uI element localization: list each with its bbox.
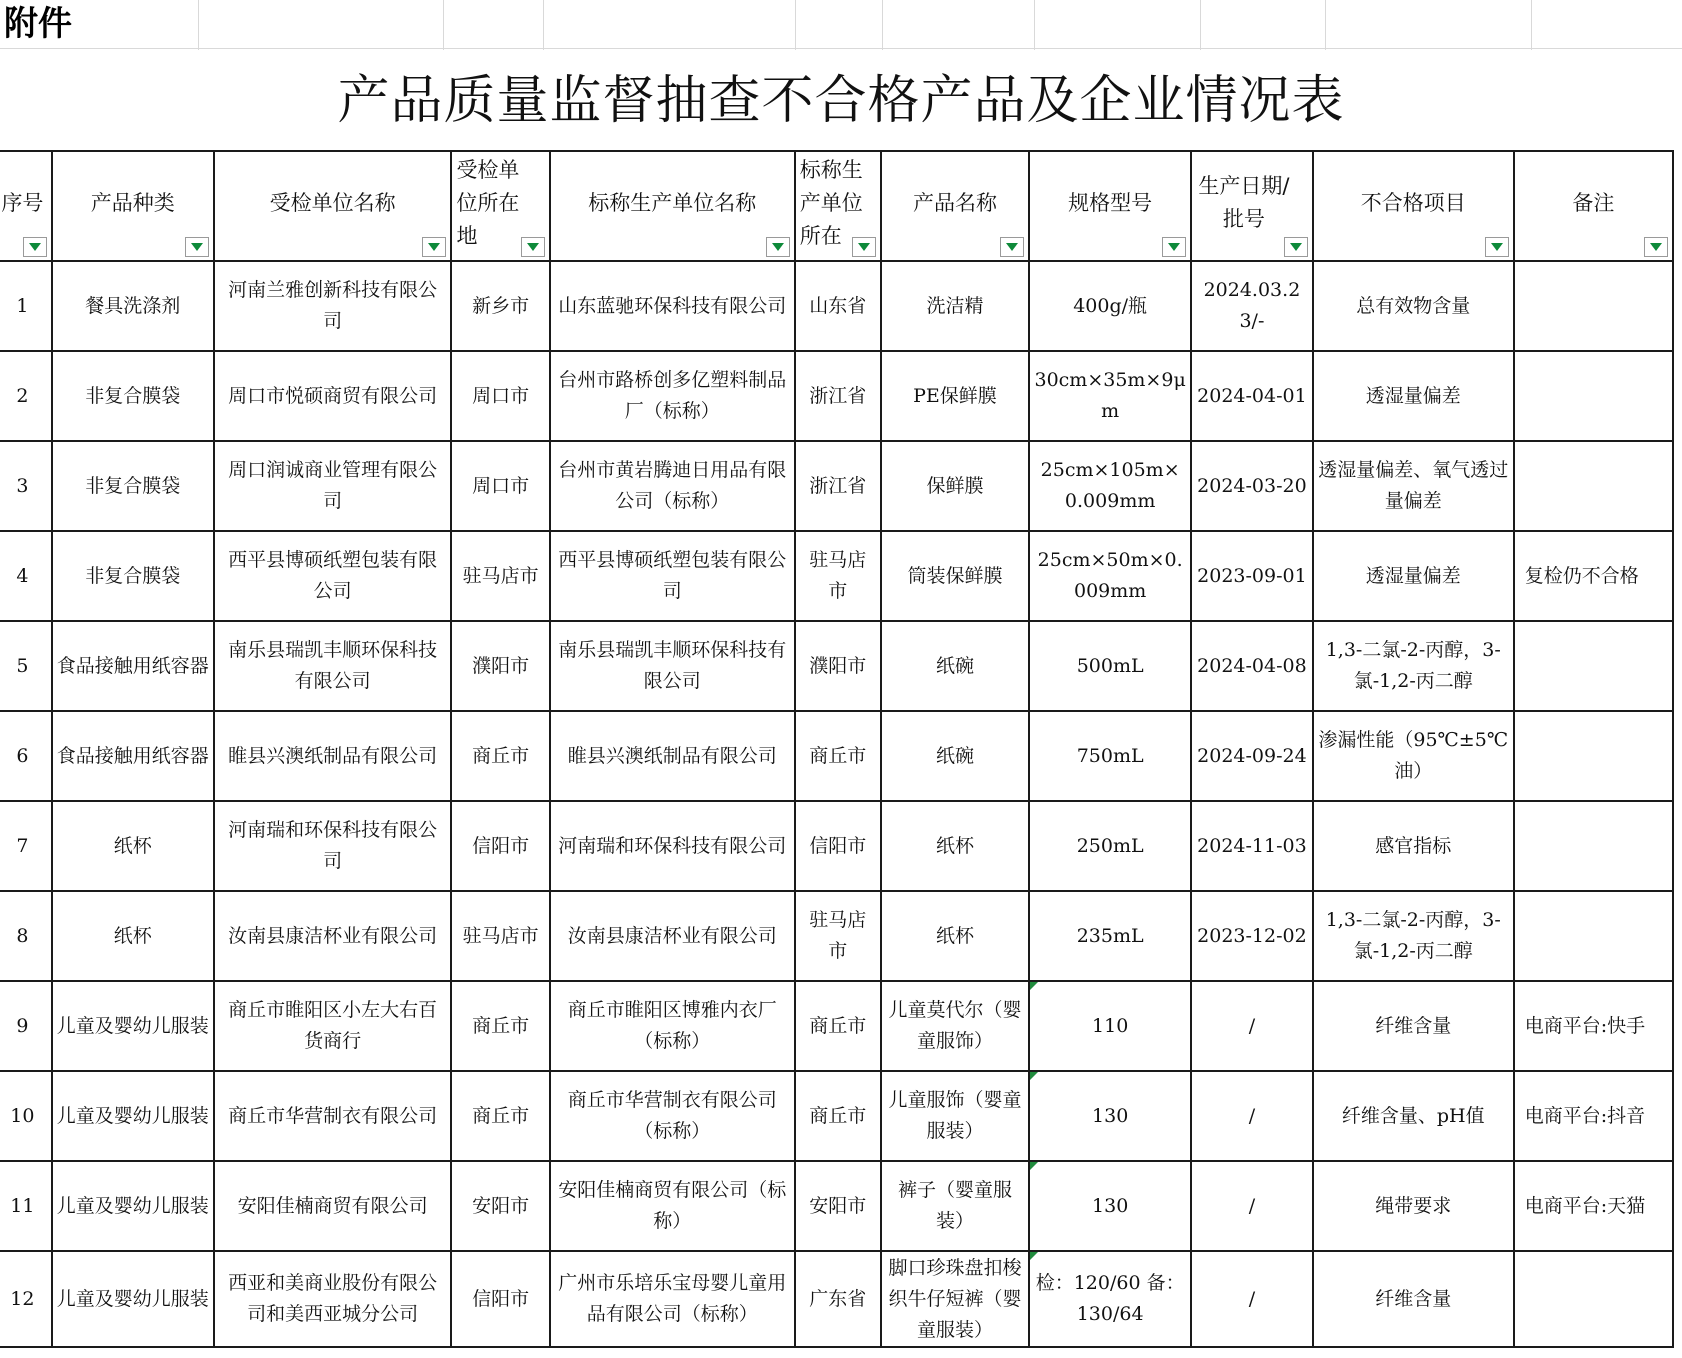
spec-model[interactable]: 30cm×35m×9μm xyxy=(1029,351,1191,441)
table-row[interactable] xyxy=(0,351,1673,441)
filter-dropdown-icon[interactable] xyxy=(422,237,446,257)
inspected-location[interactable]: 濮阳市 xyxy=(451,621,549,711)
product-category[interactable]: 儿童及婴幼儿服装 xyxy=(52,1071,214,1161)
column-header[interactable]: 产品种类 xyxy=(52,151,214,261)
row-number[interactable]: 1 xyxy=(0,261,52,351)
remark[interactable] xyxy=(1514,441,1673,531)
remark[interactable]: 电商平台:快手 xyxy=(1514,981,1673,1071)
inspected-location[interactable]: 信阳市 xyxy=(451,1251,549,1347)
row-number[interactable]: 3 xyxy=(0,441,52,531)
product-category[interactable]: 儿童及婴幼儿服装 xyxy=(52,981,214,1071)
table-row[interactable] xyxy=(0,441,1673,531)
inspected-location[interactable]: 商丘市 xyxy=(451,981,549,1071)
remark[interactable] xyxy=(1514,621,1673,711)
inspected-unit[interactable]: 河南兰雅创新科技有限公司 xyxy=(214,261,452,351)
filter-dropdown-icon[interactable] xyxy=(766,237,790,257)
remark[interactable] xyxy=(1514,351,1673,441)
table-row[interactable] xyxy=(0,261,1673,351)
spec-model[interactable] xyxy=(1029,1251,1191,1347)
filter-dropdown-icon[interactable] xyxy=(23,237,47,257)
producer-name[interactable]: 山东蓝驰环保科技有限公司 xyxy=(550,261,795,351)
production-date[interactable]: 2024-04-08 xyxy=(1191,621,1313,711)
filter-dropdown-icon[interactable] xyxy=(1284,237,1308,257)
remark[interactable] xyxy=(1514,1251,1673,1347)
row-number[interactable]: 12 xyxy=(0,1251,52,1347)
product-name[interactable]: 洗洁精 xyxy=(881,261,1029,351)
spec-value: 130 xyxy=(1092,1194,1129,1217)
producer-name[interactable]: 南乐县瑞凯丰顺环保科技有限公司 xyxy=(550,621,795,711)
attachment-label: 附件 xyxy=(4,4,72,44)
production-date[interactable]: / xyxy=(1191,1251,1313,1347)
producer-location[interactable]: 驻马店市 xyxy=(795,531,881,621)
product-name[interactable]: 纸碗 xyxy=(881,711,1029,801)
row-number[interactable]: 7 xyxy=(0,801,52,891)
filter-dropdown-icon[interactable] xyxy=(1644,237,1668,257)
failed-item[interactable]: 总有效物含量 xyxy=(1313,261,1514,351)
filter-dropdown-icon[interactable] xyxy=(1000,237,1024,257)
inspected-location[interactable]: 新乡市 xyxy=(451,261,549,351)
product-category[interactable]: 食品接触用纸容器 xyxy=(52,711,214,801)
column-header[interactable]: 备注 xyxy=(1514,151,1673,261)
product-name[interactable]: 纸杯 xyxy=(881,891,1029,981)
inspected-unit[interactable]: 西平县博硕纸塑包装有限公司 xyxy=(214,531,452,621)
remark[interactable]: 电商平台:天猫 xyxy=(1514,1161,1673,1251)
product-category[interactable]: 纸杯 xyxy=(52,801,214,891)
inspected-unit[interactable]: 汝南县康洁杯业有限公司 xyxy=(214,891,452,981)
row-number[interactable]: 9 xyxy=(0,981,52,1071)
spec-model[interactable]: 25cm×105m×0.009mm xyxy=(1029,441,1191,531)
production-date[interactable]: / xyxy=(1191,981,1313,1071)
cell-comment-marker-icon xyxy=(1030,1252,1038,1260)
inspected-unit[interactable]: 南乐县瑞凯丰顺环保科技有限公司 xyxy=(214,621,452,711)
column-header[interactable]: 产品名称 xyxy=(881,151,1029,261)
product-name[interactable]: 纸碗 xyxy=(881,621,1029,711)
filter-dropdown-icon[interactable] xyxy=(185,237,209,257)
product-category[interactable]: 非复合膜袋 xyxy=(52,441,214,531)
sheet-top-grid xyxy=(0,0,1682,50)
product-name[interactable]: 保鲜膜 xyxy=(881,441,1029,531)
production-date[interactable]: 2023-09-01 xyxy=(1191,531,1313,621)
producer-location[interactable]: 信阳市 xyxy=(795,801,881,891)
inspected-unit[interactable]: 商丘市睢阳区小左大右百货商行 xyxy=(214,981,452,1071)
product-category[interactable]: 非复合膜袋 xyxy=(52,531,214,621)
column-header[interactable]: 受检单位所在地 xyxy=(451,151,549,261)
row-number[interactable]: 4 xyxy=(0,531,52,621)
producer-location[interactable]: 山东省 xyxy=(795,261,881,351)
failed-item[interactable]: 绳带要求 xyxy=(1313,1161,1514,1251)
row-number[interactable]: 11 xyxy=(0,1161,52,1251)
spec-value: 检：120/60 备：130/64 xyxy=(1035,1272,1185,1325)
product-category[interactable]: 纸杯 xyxy=(52,891,214,981)
inspected-location[interactable]: 周口市 xyxy=(451,441,549,531)
producer-location[interactable]: 商丘市 xyxy=(795,981,881,1071)
spec-model[interactable]: 250mL xyxy=(1029,801,1191,891)
spec-value: 110 xyxy=(1092,1014,1129,1037)
product-category[interactable]: 食品接触用纸容器 xyxy=(52,621,214,711)
inspected-unit[interactable]: 河南瑞和环保科技有限公司 xyxy=(214,801,452,891)
producer-location[interactable]: 浙江省 xyxy=(795,351,881,441)
failed-item[interactable]: 纤维含量 xyxy=(1313,981,1514,1071)
cell-comment-marker-icon xyxy=(1030,1162,1038,1170)
spec-model[interactable]: 750mL xyxy=(1029,711,1191,801)
row-number[interactable]: 2 xyxy=(0,351,52,441)
inspected-unit[interactable]: 西亚和美商业股份有限公司和美西亚城分公司 xyxy=(214,1251,452,1347)
remark[interactable] xyxy=(1514,801,1673,891)
failed-item[interactable]: 1,3-二氯-2-丙醇，3-氯-1,2-丙二醇 xyxy=(1313,621,1514,711)
producer-location[interactable]: 浙江省 xyxy=(795,441,881,531)
failed-item[interactable]: 感官指标 xyxy=(1313,801,1514,891)
producer-location[interactable]: 濮阳市 xyxy=(795,621,881,711)
product-name[interactable]: 筒装保鲜膜 xyxy=(881,531,1029,621)
producer-name[interactable]: 安阳佳楠商贸有限公司（标称） xyxy=(550,1161,795,1251)
producer-name[interactable]: 汝南县康洁杯业有限公司 xyxy=(550,891,795,981)
producer-name[interactable]: 西平县博硕纸塑包装有限公司 xyxy=(550,531,795,621)
table-row[interactable] xyxy=(0,1251,1673,1347)
failed-item[interactable]: 渗漏性能（95℃±5℃油） xyxy=(1313,711,1514,801)
filter-dropdown-icon[interactable] xyxy=(852,237,876,257)
table-row[interactable] xyxy=(0,891,1673,981)
table-row[interactable] xyxy=(0,711,1673,801)
inspected-unit[interactable]: 商丘市华营制衣有限公司 xyxy=(214,1071,452,1161)
remark[interactable] xyxy=(1514,891,1673,981)
table-row[interactable] xyxy=(0,981,1673,1071)
inspected-unit[interactable]: 睢县兴澳纸制品有限公司 xyxy=(214,711,452,801)
producer-location[interactable]: 驻马店市 xyxy=(795,891,881,981)
inspected-location[interactable]: 商丘市 xyxy=(451,1071,549,1161)
spec-model[interactable] xyxy=(1029,1161,1191,1251)
table-row[interactable] xyxy=(0,531,1673,621)
product-name[interactable]: 儿童莫代尔（婴童服饰） xyxy=(881,981,1029,1071)
row-number[interactable]: 5 xyxy=(0,621,52,711)
product-name[interactable]: 儿童服饰（婴童服装） xyxy=(881,1071,1029,1161)
filter-dropdown-icon[interactable] xyxy=(521,237,545,257)
producer-name[interactable]: 广州市乐培乐宝母婴儿童用品有限公司（标称） xyxy=(550,1251,795,1347)
inspected-unit[interactable]: 周口润诚商业管理有限公司 xyxy=(214,441,452,531)
spec-value: 130 xyxy=(1092,1104,1129,1127)
producer-name[interactable]: 商丘市睢阳区博雅内衣厂（标称） xyxy=(550,981,795,1071)
page-title: 产品质量监督抽查不合格产品及企业情况表 xyxy=(337,71,1345,131)
producer-name[interactable]: 商丘市华营制衣有限公司（标称） xyxy=(550,1071,795,1161)
product-name[interactable]: 脚口珍珠盘扣梭织牛仔短裤（婴童服装） xyxy=(881,1251,1029,1347)
column-header[interactable]: 标称生产单位名称 xyxy=(550,151,795,261)
inspected-location[interactable]: 驻马店市 xyxy=(451,531,549,621)
failed-item[interactable]: 1,3-二氯-2-丙醇，3-氯-1,2-丙二醇 xyxy=(1313,891,1514,981)
header-row xyxy=(0,151,1673,261)
producer-location[interactable]: 商丘市 xyxy=(795,1071,881,1161)
table-row[interactable] xyxy=(0,801,1673,891)
filter-dropdown-icon[interactable] xyxy=(1162,237,1186,257)
inspected-unit[interactable]: 安阳佳楠商贸有限公司 xyxy=(214,1161,452,1251)
inspected-location[interactable]: 安阳市 xyxy=(451,1161,549,1251)
remark[interactable] xyxy=(1514,261,1673,351)
producer-name[interactable]: 河南瑞和环保科技有限公司 xyxy=(550,801,795,891)
product-name[interactable]: PE保鲜膜 xyxy=(881,351,1029,441)
product-category[interactable]: 儿童及婴幼儿服装 xyxy=(52,1251,214,1347)
inspected-location[interactable]: 商丘市 xyxy=(451,711,549,801)
product-name[interactable]: 纸杯 xyxy=(881,801,1029,891)
column-header[interactable]: 规格型号 xyxy=(1029,151,1191,261)
spec-model[interactable]: 25cm×50m×0.009mm xyxy=(1029,531,1191,621)
production-date[interactable]: / xyxy=(1191,1071,1313,1161)
production-date[interactable]: 2024-03-20 xyxy=(1191,441,1313,531)
product-category[interactable]: 非复合膜袋 xyxy=(52,351,214,441)
production-date[interactable]: 2024-11-03 xyxy=(1191,801,1313,891)
results-table xyxy=(0,150,1674,1348)
failed-item[interactable]: 透湿量偏差 xyxy=(1313,351,1514,441)
spec-model[interactable]: 400g/瓶 xyxy=(1029,261,1191,351)
producer-location[interactable]: 安阳市 xyxy=(795,1161,881,1251)
failed-item[interactable]: 透湿量偏差、氧气透过量偏差 xyxy=(1313,441,1514,531)
remark[interactable]: 电商平台:抖音 xyxy=(1514,1071,1673,1161)
spec-model[interactable] xyxy=(1029,981,1191,1071)
producer-name[interactable]: 睢县兴澳纸制品有限公司 xyxy=(550,711,795,801)
table-row[interactable] xyxy=(0,1161,1673,1251)
spec-model[interactable]: 235mL xyxy=(1029,891,1191,981)
filter-dropdown-icon[interactable] xyxy=(1485,237,1509,257)
producer-location[interactable]: 广东省 xyxy=(795,1251,881,1347)
product-category[interactable]: 儿童及婴幼儿服装 xyxy=(52,1161,214,1251)
inspected-location[interactable]: 周口市 xyxy=(451,351,549,441)
production-date[interactable]: 2024.03.23/- xyxy=(1191,261,1313,351)
row-number[interactable]: 10 xyxy=(0,1071,52,1161)
column-header[interactable]: 生产日期/批号 xyxy=(1191,151,1313,261)
remark[interactable] xyxy=(1514,711,1673,801)
spec-model[interactable]: 500mL xyxy=(1029,621,1191,711)
producer-name[interactable]: 台州市路桥创多亿塑料制品厂（标称） xyxy=(550,351,795,441)
inspected-location[interactable]: 信阳市 xyxy=(451,801,549,891)
row-number[interactable]: 6 xyxy=(0,711,52,801)
producer-name[interactable]: 台州市黄岩腾迪日用品有限公司（标称） xyxy=(550,441,795,531)
cell-comment-marker-icon xyxy=(1030,1072,1038,1080)
failed-item[interactable]: 纤维含量、pH值 xyxy=(1313,1071,1514,1161)
producer-location[interactable]: 商丘市 xyxy=(795,711,881,801)
row-number[interactable]: 8 xyxy=(0,891,52,981)
failed-item[interactable]: 纤维含量 xyxy=(1313,1251,1514,1347)
column-header[interactable]: 受检单位名称 xyxy=(214,151,452,261)
column-header[interactable]: 不合格项目 xyxy=(1313,151,1514,261)
spec-model[interactable] xyxy=(1029,1071,1191,1161)
column-header[interactable]: 标称生产单位所在 xyxy=(795,151,881,261)
failed-item[interactable]: 透湿量偏差 xyxy=(1313,531,1514,621)
production-date[interactable]: / xyxy=(1191,1161,1313,1251)
inspected-unit[interactable]: 周口市悦硕商贸有限公司 xyxy=(214,351,452,441)
production-date[interactable]: 2024-04-01 xyxy=(1191,351,1313,441)
table-row[interactable] xyxy=(0,621,1673,711)
table-row[interactable] xyxy=(0,1071,1673,1161)
remark[interactable]: 复检仍不合格 xyxy=(1514,531,1673,621)
column-header[interactable]: 序号 xyxy=(0,151,52,261)
product-name[interactable]: 裤子（婴童服装） xyxy=(881,1161,1029,1251)
production-date[interactable]: 2024-09-24 xyxy=(1191,711,1313,801)
cell-comment-marker-icon xyxy=(1030,982,1038,990)
product-category[interactable]: 餐具洗涤剂 xyxy=(52,261,214,351)
inspected-location[interactable]: 驻马店市 xyxy=(451,891,549,981)
production-date[interactable]: 2023-12-02 xyxy=(1191,891,1313,981)
